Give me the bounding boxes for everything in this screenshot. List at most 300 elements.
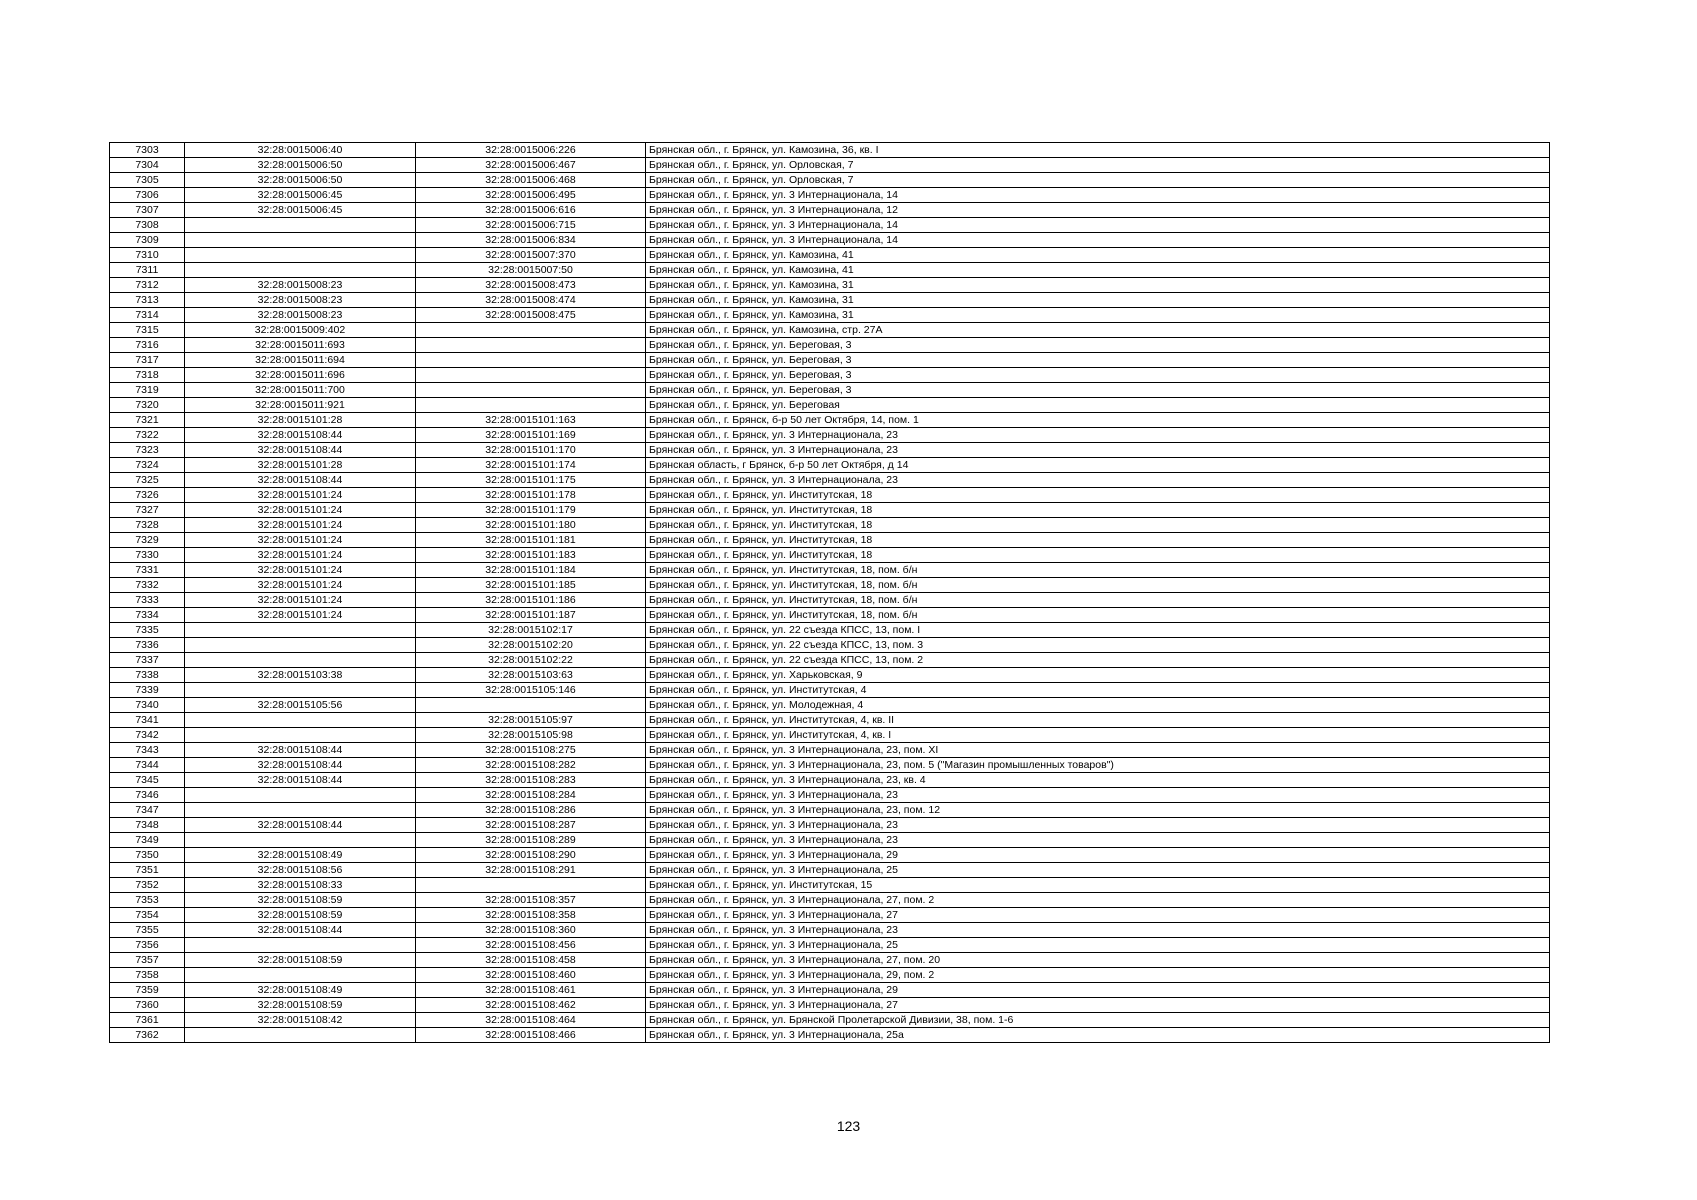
parcel-cadastral-number-cell: [185, 263, 416, 278]
table-row: [110, 368, 1550, 383]
row-number-cell: 7358: [110, 968, 185, 983]
parcel-cadastral-number-cell: 32:28:0015108:59: [185, 998, 416, 1013]
table-row: [110, 503, 1550, 518]
parcel-cadastral-number-cell: [185, 638, 416, 653]
property-table: [109, 142, 1550, 1043]
table-row: [110, 833, 1550, 848]
row-number-cell: 7321: [110, 413, 185, 428]
parcel-cadastral-number-cell: [185, 233, 416, 248]
object-cadastral-number-cell: 32:28:0015101:183: [416, 548, 646, 563]
parcel-cadastral-number-cell: [185, 833, 416, 848]
object-cadastral-number-cell: 32:28:0015008:475: [416, 308, 646, 323]
object-cadastral-number-cell: 32:28:0015108:286: [416, 803, 646, 818]
object-cadastral-number-cell: 32:28:0015101:175: [416, 473, 646, 488]
address-cell: Брянская обл., г. Брянск, ул. 3 Интернационала, 25а: [646, 1028, 1550, 1043]
address-cell: Брянская обл., г. Брянск, ул. 22 съезда КПСС, 13, пом. I: [646, 623, 1550, 638]
row-number-cell: 7337: [110, 653, 185, 668]
row-number-cell: 7304: [110, 158, 185, 173]
object-cadastral-number-cell: 32:28:0015006:715: [416, 218, 646, 233]
object-cadastral-number-cell: 32:28:0015006:467: [416, 158, 646, 173]
object-cadastral-number-cell: 32:28:0015101:184: [416, 563, 646, 578]
row-number-cell: 7334: [110, 608, 185, 623]
row-number-cell: 7340: [110, 698, 185, 713]
parcel-cadastral-number-cell: 32:28:0015108:33: [185, 878, 416, 893]
object-cadastral-number-cell: 32:28:0015006:226: [416, 143, 646, 158]
address-cell: Брянская обл., г. Брянск, ул. 3 Интернационала, 23, пом. XI: [646, 743, 1550, 758]
address-cell: Брянская обл., г. Брянск, ул. Институтская, 4, кв. II: [646, 713, 1550, 728]
table-row: [110, 788, 1550, 803]
address-cell: Брянская обл., г. Брянск, ул. 3 Интернационала, 14: [646, 218, 1550, 233]
table-row: [110, 998, 1550, 1013]
object-cadastral-number-cell: [416, 698, 646, 713]
parcel-cadastral-number-cell: [185, 623, 416, 638]
table-row: [110, 803, 1550, 818]
address-cell: Брянская обл., г. Брянск, ул. 3 Интернационала, 29: [646, 848, 1550, 863]
address-cell: Брянская обл., г. Брянск, ул. 3 Интернационала, 29: [646, 983, 1550, 998]
address-cell: Брянская обл., г. Брянск, б-р 50 лет Октября, 14, пом. 1: [646, 413, 1550, 428]
page-number: 123: [836, 1118, 861, 1134]
parcel-cadastral-number-cell: [185, 788, 416, 803]
object-cadastral-number-cell: 32:28:0015105:146: [416, 683, 646, 698]
row-number-cell: 7314: [110, 308, 185, 323]
object-cadastral-number-cell: 32:28:0015108:460: [416, 968, 646, 983]
object-cadastral-number-cell: 32:28:0015101:180: [416, 518, 646, 533]
table-row: [110, 308, 1550, 323]
object-cadastral-number-cell: 32:28:0015102:22: [416, 653, 646, 668]
table-row: [110, 353, 1550, 368]
row-number-cell: 7345: [110, 773, 185, 788]
object-cadastral-number-cell: 32:28:0015006:834: [416, 233, 646, 248]
object-cadastral-number-cell: [416, 338, 646, 353]
address-cell: Брянская обл., г. Брянск, ул. Береговая: [646, 398, 1550, 413]
table-row: [110, 968, 1550, 983]
parcel-cadastral-number-cell: 32:28:0015006:45: [185, 203, 416, 218]
address-cell: Брянская обл., г. Брянск, ул. 3 Интернационала, 23, пом. 5 ("Магазин промышленных товаров"): [646, 758, 1550, 773]
address-cell: Брянская обл., г. Брянск, ул. Институтская, 18, пом. б/н: [646, 578, 1550, 593]
parcel-cadastral-number-cell: [185, 728, 416, 743]
parcel-cadastral-number-cell: 32:28:0015101:24: [185, 518, 416, 533]
parcel-cadastral-number-cell: 32:28:0015011:700: [185, 383, 416, 398]
address-cell: Брянская обл., г. Брянск, ул. Камозина, 31: [646, 278, 1550, 293]
row-number-cell: 7352: [110, 878, 185, 893]
address-cell: Брянская обл., г. Брянск, ул. 3 Интернационала, 25: [646, 938, 1550, 953]
table-row: [110, 953, 1550, 968]
address-cell: Брянская обл., г. Брянск, ул. 3 Интернационала, 14: [646, 188, 1550, 203]
object-cadastral-number-cell: 32:28:0015101:170: [416, 443, 646, 458]
object-cadastral-number-cell: [416, 398, 646, 413]
parcel-cadastral-number-cell: 32:28:0015101:24: [185, 548, 416, 563]
row-number-cell: 7311: [110, 263, 185, 278]
row-number-cell: 7335: [110, 623, 185, 638]
object-cadastral-number-cell: 32:28:0015101:181: [416, 533, 646, 548]
object-cadastral-number-cell: 32:28:0015108:287: [416, 818, 646, 833]
row-number-cell: 7338: [110, 668, 185, 683]
parcel-cadastral-number-cell: 32:28:0015006:45: [185, 188, 416, 203]
parcel-cadastral-number-cell: 32:28:0015101:24: [185, 593, 416, 608]
object-cadastral-number-cell: 32:28:0015103:63: [416, 668, 646, 683]
address-cell: Брянская обл., г. Брянск, ул. 3 Интернационала, 23: [646, 833, 1550, 848]
address-cell: Брянская обл., г. Брянск, ул. Институтская, 4, кв. I: [646, 728, 1550, 743]
address-cell: Брянская обл., г. Брянск, ул. Камозина, 31: [646, 308, 1550, 323]
parcel-cadastral-number-cell: [185, 248, 416, 263]
parcel-cadastral-number-cell: 32:28:0015103:38: [185, 668, 416, 683]
parcel-cadastral-number-cell: [185, 653, 416, 668]
address-cell: Брянская обл., г. Брянск, ул. Береговая, 3: [646, 338, 1550, 353]
table-row: [110, 743, 1550, 758]
table-row: [110, 173, 1550, 188]
table-row: [110, 863, 1550, 878]
row-number-cell: 7346: [110, 788, 185, 803]
address-cell: Брянская обл., г. Брянск, ул. Институтская, 18: [646, 518, 1550, 533]
address-cell: Брянская обл., г. Брянск, ул. Орловская, 7: [646, 158, 1550, 173]
parcel-cadastral-number-cell: 32:28:0015008:23: [185, 308, 416, 323]
address-cell: Брянская обл., г. Брянск, ул. 3 Интернационала, 23: [646, 473, 1550, 488]
object-cadastral-number-cell: [416, 878, 646, 893]
parcel-cadastral-number-cell: 32:28:0015011:921: [185, 398, 416, 413]
object-cadastral-number-cell: 32:28:0015102:17: [416, 623, 646, 638]
table-row: [110, 848, 1550, 863]
parcel-cadastral-number-cell: [185, 218, 416, 233]
row-number-cell: 7343: [110, 743, 185, 758]
object-cadastral-number-cell: 32:28:0015101:186: [416, 593, 646, 608]
row-number-cell: 7359: [110, 983, 185, 998]
address-cell: Брянская обл., г. Брянск, ул. 3 Интернационала, 23: [646, 788, 1550, 803]
parcel-cadastral-number-cell: 32:28:0015108:44: [185, 923, 416, 938]
address-cell: Брянская обл., г. Брянск, ул. 3 Интернационала, 23, пом. 12: [646, 803, 1550, 818]
object-cadastral-number-cell: [416, 383, 646, 398]
parcel-cadastral-number-cell: 32:28:0015108:56: [185, 863, 416, 878]
table-row: [110, 383, 1550, 398]
table-row: [110, 1013, 1550, 1028]
address-cell: Брянская обл., г. Брянск, ул. 3 Интернационала, 29, пом. 2: [646, 968, 1550, 983]
row-number-cell: 7354: [110, 908, 185, 923]
parcel-cadastral-number-cell: 32:28:0015108:42: [185, 1013, 416, 1028]
parcel-cadastral-number-cell: 32:28:0015101:28: [185, 413, 416, 428]
object-cadastral-number-cell: 32:28:0015108:290: [416, 848, 646, 863]
object-cadastral-number-cell: [416, 353, 646, 368]
table-row: [110, 713, 1550, 728]
address-cell: Брянская обл., г. Брянск, ул. 22 съезда КПСС, 13, пом. 3: [646, 638, 1550, 653]
table-row: [110, 278, 1550, 293]
object-cadastral-number-cell: 32:28:0015108:357: [416, 893, 646, 908]
parcel-cadastral-number-cell: 32:28:0015105:56: [185, 698, 416, 713]
row-number-cell: 7316: [110, 338, 185, 353]
address-cell: Брянская обл., г. Брянск, ул. Камозина, стр. 27А: [646, 323, 1550, 338]
object-cadastral-number-cell: 32:28:0015101:187: [416, 608, 646, 623]
parcel-cadastral-number-cell: 32:28:0015006:50: [185, 158, 416, 173]
row-number-cell: 7347: [110, 803, 185, 818]
address-cell: Брянская обл., г. Брянск, ул. Орловская, 7: [646, 173, 1550, 188]
row-number-cell: 7332: [110, 578, 185, 593]
parcel-cadastral-number-cell: 32:28:0015108:59: [185, 893, 416, 908]
address-cell: Брянская обл., г. Брянск, ул. 3 Интернационала, 27, пом. 20: [646, 953, 1550, 968]
row-number-cell: 7315: [110, 323, 185, 338]
object-cadastral-number-cell: 32:28:0015006:495: [416, 188, 646, 203]
row-number-cell: 7319: [110, 383, 185, 398]
object-cadastral-number-cell: 32:28:0015108:283: [416, 773, 646, 788]
table-row: [110, 263, 1550, 278]
table-row: [110, 623, 1550, 638]
address-cell: Брянская обл., г. Брянск, ул. Камозина, 41: [646, 248, 1550, 263]
parcel-cadastral-number-cell: 32:28:0015108:44: [185, 428, 416, 443]
property-table-body: [110, 143, 1550, 1043]
address-cell: Брянская обл., г. Брянск, ул. 3 Интернационала, 23: [646, 818, 1550, 833]
table-row: [110, 923, 1550, 938]
table-row: [110, 893, 1550, 908]
parcel-cadastral-number-cell: [185, 968, 416, 983]
row-number-cell: 7351: [110, 863, 185, 878]
parcel-cadastral-number-cell: 32:28:0015108:49: [185, 983, 416, 998]
table-row: [110, 578, 1550, 593]
table-row: [110, 773, 1550, 788]
address-cell: Брянская обл., г. Брянск, ул. 3 Интернационала, 23: [646, 428, 1550, 443]
table-row: [110, 983, 1550, 998]
table-row: [110, 413, 1550, 428]
table-row: [110, 758, 1550, 773]
address-cell: Брянская обл., г. Брянск, ул. Береговая, 3: [646, 383, 1550, 398]
object-cadastral-number-cell: 32:28:0015108:275: [416, 743, 646, 758]
table-row: [110, 908, 1550, 923]
parcel-cadastral-number-cell: 32:28:0015108:44: [185, 773, 416, 788]
address-cell: Брянская обл., г. Брянск, ул. Институтская, 18: [646, 533, 1550, 548]
address-cell: Брянская обл., г. Брянск, ул. 3 Интернационала, 23, кв. 4: [646, 773, 1550, 788]
row-number-cell: 7328: [110, 518, 185, 533]
object-cadastral-number-cell: 32:28:0015108:284: [416, 788, 646, 803]
table-row: [110, 668, 1550, 683]
row-number-cell: 7320: [110, 398, 185, 413]
parcel-cadastral-number-cell: 32:28:0015006:40: [185, 143, 416, 158]
table-row: [110, 938, 1550, 953]
row-number-cell: 7355: [110, 923, 185, 938]
object-cadastral-number-cell: 32:28:0015101:178: [416, 488, 646, 503]
address-cell: Брянская обл., г. Брянск, ул. Камозина, 41: [646, 263, 1550, 278]
parcel-cadastral-number-cell: [185, 938, 416, 953]
object-cadastral-number-cell: 32:28:0015108:291: [416, 863, 646, 878]
table-row: [110, 248, 1550, 263]
table-row: [110, 458, 1550, 473]
object-cadastral-number-cell: 32:28:0015006:616: [416, 203, 646, 218]
table-row: [110, 218, 1550, 233]
object-cadastral-number-cell: 32:28:0015108:461: [416, 983, 646, 998]
object-cadastral-number-cell: 32:28:0015101:185: [416, 578, 646, 593]
parcel-cadastral-number-cell: 32:28:0015011:694: [185, 353, 416, 368]
address-cell: Брянская обл., г. Брянск, ул. Камозина, 36, кв. I: [646, 143, 1550, 158]
object-cadastral-number-cell: 32:28:0015108:464: [416, 1013, 646, 1028]
row-number-cell: 7356: [110, 938, 185, 953]
object-cadastral-number-cell: 32:28:0015008:474: [416, 293, 646, 308]
table-row: [110, 338, 1550, 353]
row-number-cell: 7327: [110, 503, 185, 518]
row-number-cell: 7341: [110, 713, 185, 728]
table-row: [110, 683, 1550, 698]
table-row: [110, 518, 1550, 533]
object-cadastral-number-cell: 32:28:0015108:360: [416, 923, 646, 938]
table-row: [110, 203, 1550, 218]
row-number-cell: 7362: [110, 1028, 185, 1043]
table-row: [110, 653, 1550, 668]
object-cadastral-number-cell: 32:28:0015101:174: [416, 458, 646, 473]
address-cell: Брянская обл., г. Брянск, ул. Институтская, 18: [646, 548, 1550, 563]
row-number-cell: 7360: [110, 998, 185, 1013]
parcel-cadastral-number-cell: 32:28:0015009:402: [185, 323, 416, 338]
parcel-cadastral-number-cell: [185, 803, 416, 818]
table-row: [110, 188, 1550, 203]
parcel-cadastral-number-cell: 32:28:0015008:23: [185, 278, 416, 293]
row-number-cell: 7310: [110, 248, 185, 263]
table-row: [110, 878, 1550, 893]
row-number-cell: 7322: [110, 428, 185, 443]
object-cadastral-number-cell: 32:28:0015007:370: [416, 248, 646, 263]
row-number-cell: 7305: [110, 173, 185, 188]
object-cadastral-number-cell: 32:28:0015006:468: [416, 173, 646, 188]
row-number-cell: 7318: [110, 368, 185, 383]
row-number-cell: 7307: [110, 203, 185, 218]
table-row: [110, 728, 1550, 743]
row-number-cell: 7325: [110, 473, 185, 488]
object-cadastral-number-cell: 32:28:0015101:163: [416, 413, 646, 428]
parcel-cadastral-number-cell: 32:28:0015108:44: [185, 758, 416, 773]
row-number-cell: 7333: [110, 593, 185, 608]
address-cell: Брянская обл., г. Брянск, ул. Береговая, 3: [646, 368, 1550, 383]
row-number-cell: 7329: [110, 533, 185, 548]
row-number-cell: 7330: [110, 548, 185, 563]
parcel-cadastral-number-cell: 32:28:0015011:693: [185, 338, 416, 353]
parcel-cadastral-number-cell: 32:28:0015101:28: [185, 458, 416, 473]
row-number-cell: 7324: [110, 458, 185, 473]
address-cell: Брянская обл., г. Брянск, ул. Институтская, 15: [646, 878, 1550, 893]
row-number-cell: 7308: [110, 218, 185, 233]
object-cadastral-number-cell: 32:28:0015108:466: [416, 1028, 646, 1043]
parcel-cadastral-number-cell: 32:28:0015108:44: [185, 818, 416, 833]
address-cell: Брянская обл., г. Брянск, ул. 3 Интернационала, 14: [646, 233, 1550, 248]
parcel-cadastral-number-cell: 32:28:0015101:24: [185, 608, 416, 623]
parcel-cadastral-number-cell: 32:28:0015108:59: [185, 908, 416, 923]
address-cell: Брянская обл., г. Брянск, ул. Брянской Пролетарской Дивизии, 38, пом. 1-6: [646, 1013, 1550, 1028]
table-row: [110, 473, 1550, 488]
table-row: [110, 638, 1550, 653]
address-cell: Брянская обл., г. Брянск, ул. Институтская, 18, пом. б/н: [646, 608, 1550, 623]
row-number-cell: 7336: [110, 638, 185, 653]
row-number-cell: 7312: [110, 278, 185, 293]
address-cell: Брянская обл., г. Брянск, ул. 3 Интернационала, 25: [646, 863, 1550, 878]
row-number-cell: 7349: [110, 833, 185, 848]
object-cadastral-number-cell: 32:28:0015105:97: [416, 713, 646, 728]
row-number-cell: 7353: [110, 893, 185, 908]
address-cell: Брянская обл., г. Брянск, ул. 3 Интернационала, 23: [646, 923, 1550, 938]
parcel-cadastral-number-cell: 32:28:0015101:24: [185, 578, 416, 593]
row-number-cell: 7342: [110, 728, 185, 743]
row-number-cell: 7323: [110, 443, 185, 458]
table-row: [110, 323, 1550, 338]
table-row: [110, 443, 1550, 458]
row-number-cell: 7313: [110, 293, 185, 308]
address-cell: Брянская обл., г. Брянск, ул. 3 Интернационала, 27: [646, 908, 1550, 923]
parcel-cadastral-number-cell: 32:28:0015108:49: [185, 848, 416, 863]
object-cadastral-number-cell: 32:28:0015108:358: [416, 908, 646, 923]
table-row: [110, 533, 1550, 548]
address-cell: Брянская обл., г. Брянск, ул. Харьковская, 9: [646, 668, 1550, 683]
row-number-cell: 7350: [110, 848, 185, 863]
parcel-cadastral-number-cell: 32:28:0015008:23: [185, 293, 416, 308]
row-number-cell: 7317: [110, 353, 185, 368]
address-cell: Брянская обл., г. Брянск, ул. Институтская, 18: [646, 488, 1550, 503]
object-cadastral-number-cell: 32:28:0015102:20: [416, 638, 646, 653]
table-row: [110, 158, 1550, 173]
object-cadastral-number-cell: 32:28:0015101:179: [416, 503, 646, 518]
address-cell: Брянская обл., г. Брянск, ул. Институтская, 18: [646, 503, 1550, 518]
row-number-cell: 7306: [110, 188, 185, 203]
parcel-cadastral-number-cell: 32:28:0015101:24: [185, 503, 416, 518]
address-cell: Брянская обл., г. Брянск, ул. Институтская, 4: [646, 683, 1550, 698]
address-cell: Брянская область, г Брянск, б-р 50 лет Октября, д 14: [646, 458, 1550, 473]
address-cell: Брянская обл., г. Брянск, ул. 22 съезда КПСС, 13, пом. 2: [646, 653, 1550, 668]
address-cell: Брянская обл., г. Брянск, ул. Береговая, 3: [646, 353, 1550, 368]
table-row: [110, 593, 1550, 608]
parcel-cadastral-number-cell: 32:28:0015108:59: [185, 953, 416, 968]
parcel-cadastral-number-cell: [185, 713, 416, 728]
table-row: [110, 818, 1550, 833]
address-cell: Брянская обл., г. Брянск, ул. 3 Интернационала, 27: [646, 998, 1550, 1013]
object-cadastral-number-cell: 32:28:0015108:282: [416, 758, 646, 773]
object-cadastral-number-cell: 32:28:0015007:50: [416, 263, 646, 278]
table-row: [110, 428, 1550, 443]
parcel-cadastral-number-cell: 32:28:0015101:24: [185, 533, 416, 548]
parcel-cadastral-number-cell: 32:28:0015101:24: [185, 563, 416, 578]
address-cell: Брянская обл., г. Брянск, ул. Институтская, 18, пом. б/н: [646, 563, 1550, 578]
address-cell: Брянская обл., г. Брянск, ул. Институтская, 18, пом. б/н: [646, 593, 1550, 608]
row-number-cell: 7303: [110, 143, 185, 158]
parcel-cadastral-number-cell: 32:28:0015006:50: [185, 173, 416, 188]
table-row: [110, 293, 1550, 308]
address-cell: Брянская обл., г. Брянск, ул. Камозина, 31: [646, 293, 1550, 308]
row-number-cell: 7361: [110, 1013, 185, 1028]
table-row: [110, 608, 1550, 623]
table-row: [110, 698, 1550, 713]
row-number-cell: 7331: [110, 563, 185, 578]
parcel-cadastral-number-cell: 32:28:0015011:696: [185, 368, 416, 383]
table-row: [110, 398, 1550, 413]
address-cell: Брянская обл., г. Брянск, ул. 3 Интернационала, 12: [646, 203, 1550, 218]
table-row: [110, 488, 1550, 503]
parcel-cadastral-number-cell: [185, 683, 416, 698]
object-cadastral-number-cell: 32:28:0015101:169: [416, 428, 646, 443]
parcel-cadastral-number-cell: 32:28:0015108:44: [185, 443, 416, 458]
table-row: [110, 1028, 1550, 1043]
table-row: [110, 143, 1550, 158]
object-cadastral-number-cell: 32:28:0015108:456: [416, 938, 646, 953]
row-number-cell: 7339: [110, 683, 185, 698]
row-number-cell: 7344: [110, 758, 185, 773]
row-number-cell: 7309: [110, 233, 185, 248]
row-number-cell: 7326: [110, 488, 185, 503]
object-cadastral-number-cell: 32:28:0015108:458: [416, 953, 646, 968]
address-cell: Брянская обл., г. Брянск, ул. 3 Интернационала, 27, пом. 2: [646, 893, 1550, 908]
parcel-cadastral-number-cell: 32:28:0015101:24: [185, 488, 416, 503]
parcel-cadastral-number-cell: [185, 1028, 416, 1043]
object-cadastral-number-cell: [416, 368, 646, 383]
object-cadastral-number-cell: [416, 323, 646, 338]
address-cell: Брянская обл., г. Брянск, ул. 3 Интернационала, 23: [646, 443, 1550, 458]
table-row: [110, 233, 1550, 248]
object-cadastral-number-cell: 32:28:0015105:98: [416, 728, 646, 743]
row-number-cell: 7348: [110, 818, 185, 833]
row-number-cell: 7357: [110, 953, 185, 968]
parcel-cadastral-number-cell: 32:28:0015108:44: [185, 473, 416, 488]
object-cadastral-number-cell: 32:28:0015108:462: [416, 998, 646, 1013]
parcel-cadastral-number-cell: 32:28:0015108:44: [185, 743, 416, 758]
address-cell: Брянская обл., г. Брянск, ул. Молодежная, 4: [646, 698, 1550, 713]
object-cadastral-number-cell: 32:28:0015108:289: [416, 833, 646, 848]
